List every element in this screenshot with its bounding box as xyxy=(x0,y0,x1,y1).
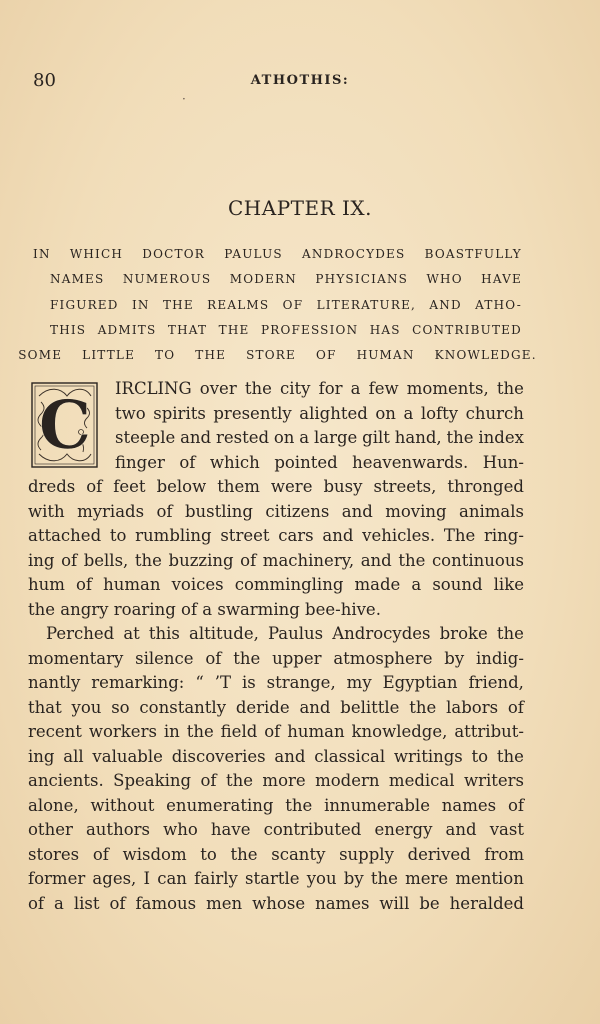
summary-word: AND xyxy=(429,297,462,312)
text-line: attached to rumbling street cars and vehicles. The ring- xyxy=(28,526,524,545)
summary-word: IN xyxy=(33,247,51,261)
summary-word: THAT xyxy=(167,322,208,337)
summary-word: THIS xyxy=(50,322,87,337)
running-header xyxy=(0,70,600,94)
text-line: stores of wisdom to the scanty supply derived from xyxy=(28,844,524,864)
text-line: ancients. Speaking of the more modern medical writers xyxy=(28,771,524,790)
summary-word: PROFESSION xyxy=(260,322,359,337)
text-line: alone, without enumerating the innumerable names of xyxy=(28,795,524,815)
summary-word: HAS xyxy=(369,322,401,337)
summary-word: CONTRIBUTED xyxy=(412,322,522,337)
summary-word: PHYSICIANS xyxy=(315,272,409,287)
text-line: other authors who have contributed energy and vast xyxy=(28,820,524,839)
page-number: 80 xyxy=(33,70,56,91)
text-line: former ages, I can fairly startle you by the mere mention xyxy=(28,869,524,888)
summary-line xyxy=(18,343,537,368)
text-line: ing all valuable discoveries and classical writings to the xyxy=(28,746,524,766)
summary-word: HAVE xyxy=(481,272,522,287)
text-line: ing of bells, the buzzing of machinery, and the continuous xyxy=(28,550,524,570)
text-line: momentary silence of the upper atmosphere by indig- xyxy=(28,648,524,668)
summary-word: WHICH xyxy=(69,247,124,261)
drop-cap-letter: C xyxy=(38,386,92,464)
summary-word: WHO xyxy=(426,272,463,287)
summary-word: LITTLE xyxy=(82,348,136,363)
text-line: dreds of feet below them were busy streets, thronged xyxy=(28,477,524,496)
summary-word: NAMES xyxy=(50,272,105,287)
summary-word: IN xyxy=(131,297,150,312)
ink-speck: · xyxy=(182,92,186,106)
summary-word: TO xyxy=(155,348,176,363)
chapter-body xyxy=(28,377,524,916)
text-line: the angry roaring of a swarming bee-hive. xyxy=(28,599,381,619)
summary-word: NUMEROUS xyxy=(122,272,212,287)
summary-word: ADMITS xyxy=(97,322,157,337)
summary-word: MODERN xyxy=(229,272,297,287)
summary-word: KNOWLEDGE. xyxy=(434,348,537,363)
summary-line xyxy=(50,267,522,292)
summary-word: THE xyxy=(195,348,227,363)
summary-word: THE xyxy=(218,322,250,337)
text-line: recent workers in the field of human knowledge, attribut- xyxy=(28,722,524,741)
summary-word: THE xyxy=(162,297,194,312)
summary-word: BOASTFULLY xyxy=(424,247,522,261)
summary-word: HUMAN xyxy=(356,348,415,363)
text-line: IRCLING over the city for a few moments, the xyxy=(115,379,524,398)
summary-line xyxy=(50,318,522,343)
text-line: hum of human voices commingling made a sound like xyxy=(28,575,524,594)
summary-word: PAULUS xyxy=(224,247,283,261)
text-line: Perched at this altitude, Paulus Androcydes broke the xyxy=(46,624,524,643)
summary-word: REALMS xyxy=(207,297,270,312)
text-line: finger of which pointed heavenwards. Hun- xyxy=(115,452,524,472)
summary-word: OF xyxy=(315,348,337,363)
summary-line xyxy=(50,293,522,318)
summary-word: ANDROCYDES xyxy=(302,247,406,261)
text-line: of a list of famous men whose names will be heralded xyxy=(28,893,524,913)
text-line: nantly remarking: “ ’T is strange, my Egyptian friend, xyxy=(28,673,524,692)
summary-word: FIGURED xyxy=(50,297,119,312)
text-line: that you so constantly deride and belittle the labors of xyxy=(28,697,524,717)
chapter-summary xyxy=(18,242,537,368)
summary-word: SOME xyxy=(18,348,63,363)
summary-word: OF xyxy=(282,297,304,312)
summary-word: ATHO- xyxy=(475,297,522,312)
text-line: two spirits presently alighted on a lofty church xyxy=(115,403,524,423)
summary-word: DOCTOR xyxy=(142,247,205,261)
summary-word: LITERATURE, xyxy=(316,297,417,312)
summary-word: STORE xyxy=(246,348,296,363)
chapter-title: CHAPTER IX. xyxy=(228,196,372,220)
running-title: ATHOTHIS: xyxy=(250,73,350,88)
summary-line xyxy=(33,242,522,267)
text-line: with myriads of bustling citizens and moving animals xyxy=(28,501,524,521)
text-line: steeple and rested on a large gilt hand, the index xyxy=(115,428,524,447)
